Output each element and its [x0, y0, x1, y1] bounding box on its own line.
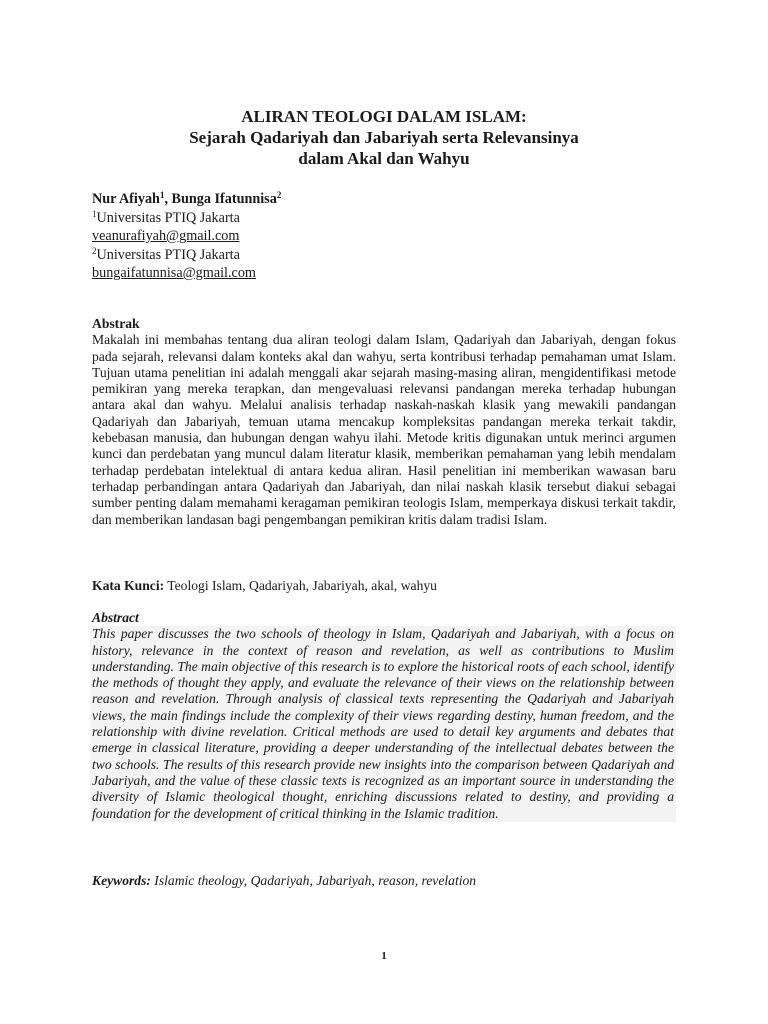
- email-2-link[interactable]: bungaifatunnisa@gmail.com: [92, 265, 256, 281]
- keywords-value: Islamic theology, Qadariyah, Jabariyah, reason, revelation: [150, 873, 477, 888]
- email-2-line: [92, 264, 676, 283]
- author-2-sup: 2: [276, 190, 282, 200]
- affiliation-2: [92, 246, 676, 265]
- email-1-line: [92, 227, 676, 246]
- affiliation-1-sup: 1: [92, 208, 97, 219]
- author-1-name: Nur Afiyah: [92, 191, 160, 207]
- affiliation-2-text: Universitas PTIQ Jakarta: [96, 246, 240, 263]
- kata-kunci-value: Teologi Islam, Qadariyah, Jabariyah, akal, wahyu: [164, 578, 437, 593]
- keywords: [92, 872, 676, 889]
- author-names: [92, 190, 676, 209]
- abstrak-section: [92, 316, 676, 528]
- author-block: [92, 190, 676, 283]
- affiliation-1: [92, 209, 676, 228]
- title-line-1: ALIRAN TEOLOGI DALAM ISLAM:: [241, 107, 527, 126]
- title-line-2: Sejarah Qadariyah dan Jabariyah serta Relevansinya: [189, 128, 579, 147]
- email-1-link[interactable]: veanurafiyah@gmail.com: [92, 228, 240, 244]
- kata-kunci-label: Kata Kunci:: [92, 578, 165, 593]
- abstract-heading: Abstract: [92, 610, 139, 625]
- keywords-label: Keywords:: [92, 873, 151, 888]
- author-1-sup: 1: [159, 190, 165, 200]
- affiliation-1-text: Universitas PTIQ Jakarta: [96, 209, 240, 226]
- paper-title: [92, 106, 676, 169]
- author-separator: ,: [164, 191, 172, 207]
- abstrak-heading: Abstrak: [92, 316, 140, 331]
- abstract-text: This paper discusses the two schools of theology in Islam, Qadariyah and Jabariyah, with a focus on history, relevance in the context of reason and revelation, as well as contributions to Muslim understanding. The main objective of this research is to explore the historical roots of each school, identify the methods of thought they apply, and evaluate the relevance of their views on the relationship between reason and revelation. Through analysis of classical texts representing the Qadariyah and Jabariyah views, the main findings include the complexity of their views regarding destiny, human freedom, and the relationship with divine revelation. Critical methods are used to detail key arguments and debates that emerge in classical literature, providing a deeper understanding of the intellectual debates between the two schools. The results of this research provide new insights into the comparison between Qadariyah and Jabariyah, and the value of these classic texts is recognized as an important source in understanding the diversity of Islamic theological thought, enriching discussions related to destiny, and providing a foundation for the development of critical thinking in the Islamic tradition.: [92, 626, 674, 821]
- abstrak-text: Makalah ini membahas tentang dua aliran teologi dalam Islam, Qadariyah dan Jabariyah, dengan fokus pada sejarah, relevansi dalam konteks akal dan wahyu, serta kontribusi terhadap pemahaman umat Islam. Tujuan utama penelitian ini adalah menggali akar sejarah masing-masing aliran, mengidentifikasi metode pemikiran yang mereka terapkan, dan mengevaluasi relevansi pandangan mereka terhadap hubungan antara akal dan wahyu. Melalui analisis terhadap naskah-naskah klasik yang mewakili pandangan Qadariyah dan Jabariyah, temuan utama mencakup kompleksitas pandangan mereka terkait takdir, kebebasan manusia, dan hubungan dengan wahyu ilahi. Metode kritis digunakan untuk merinci argumen kunci dan perdebatan yang muncul dalam literatur klasik, memberikan pemahaman yang lebih mendalam terhadap perdebatan intelektual di antara kedua aliran. Hasil penelitian ini memberikan wawasan baru terhadap perbandingan antara Qadariyah dan Jabariyah, dan nilai naskah klasik tersebut diakui sebagai sumber penting dalam memahami keragaman pemikiran teologis Islam, memperkaya diskusi terkait takdir, dan memberikan landasan bagi pengembangan pemikiran kritis dalam tradisi Islam.: [92, 332, 676, 527]
- title-line-3: dalam Akal dan Wahyu: [298, 149, 470, 168]
- author-2-name: Bunga Ifatunnisa: [171, 191, 277, 207]
- affiliation-2-sup: 2: [92, 245, 97, 256]
- page-number: 1: [381, 950, 387, 962]
- abstract-section: [92, 610, 676, 822]
- kata-kunci: [92, 577, 676, 594]
